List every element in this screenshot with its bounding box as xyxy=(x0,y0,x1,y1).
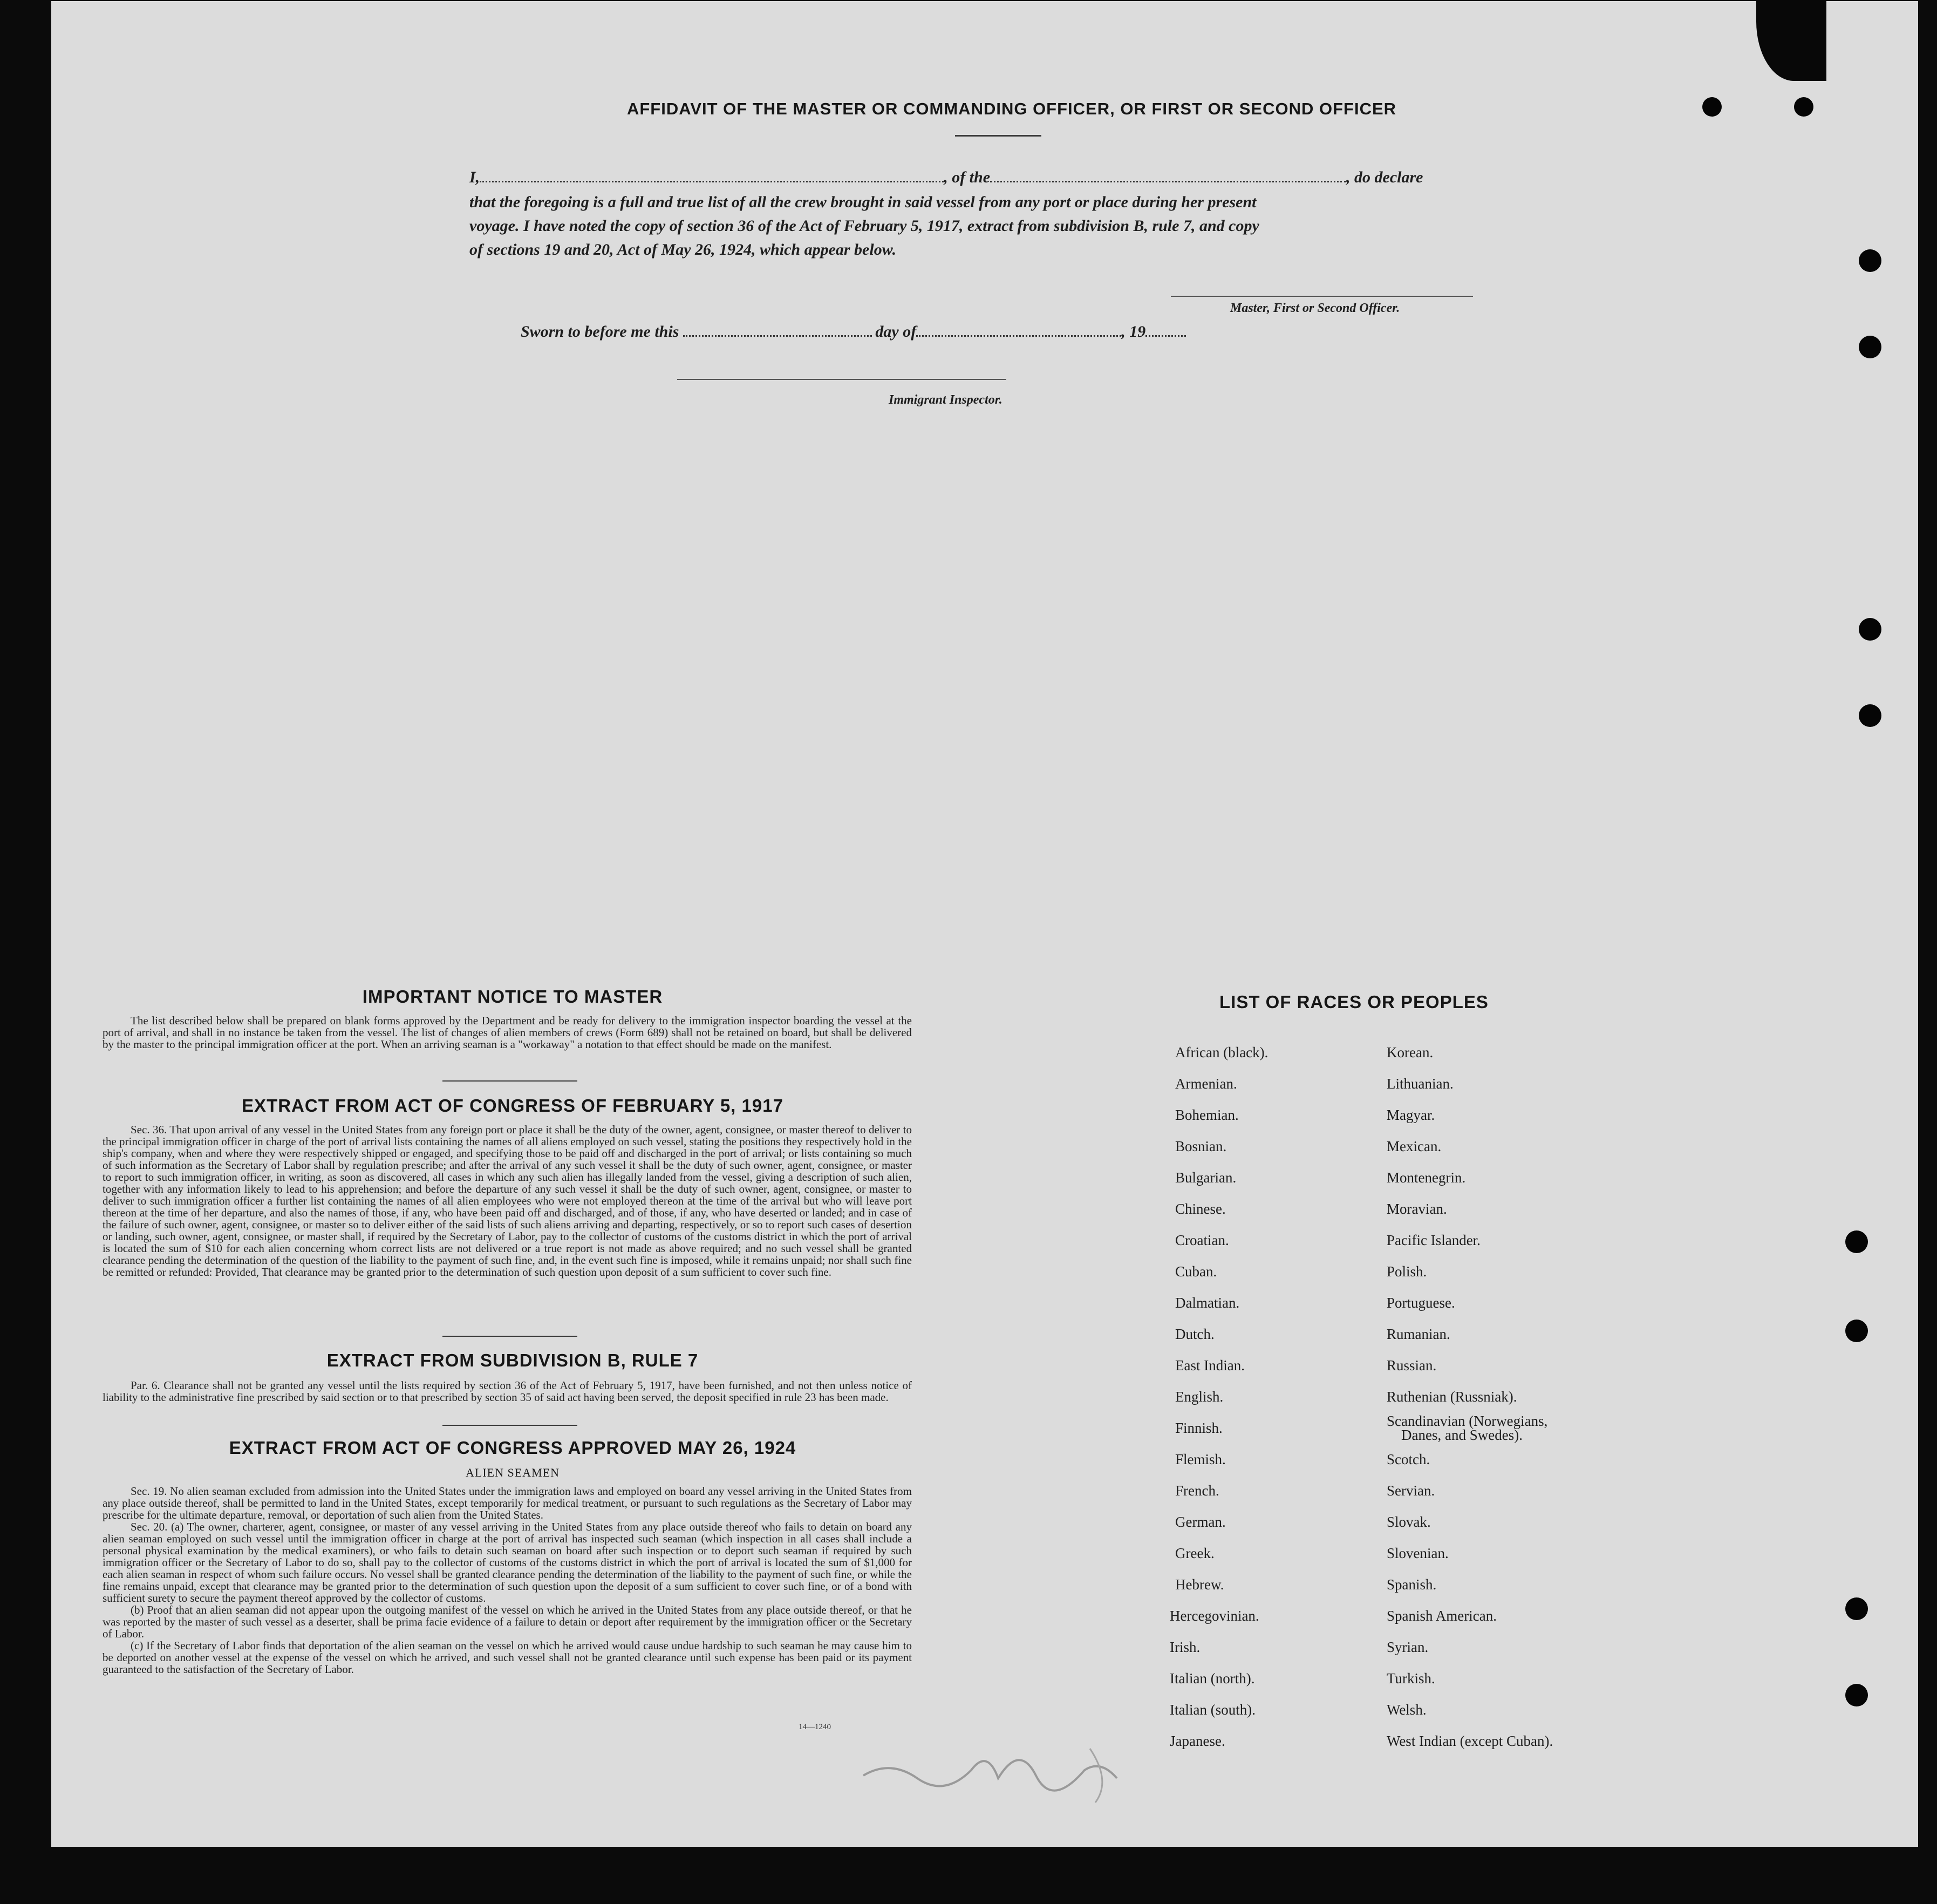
punch-hole xyxy=(1845,1230,1868,1253)
race-item: Servian. xyxy=(1387,1483,1435,1499)
race-item: Greek. xyxy=(1175,1545,1215,1561)
affidavit-title: AFFIDAVIT OF THE MASTER OR COMMANDING OFFICER, OR FIRST OR SECOND OFFICER xyxy=(626,99,1397,118)
affidavit-line-1 xyxy=(469,168,1516,187)
race-item: Lithuanian. xyxy=(1387,1076,1454,1092)
alien-seamen-subtitle: ALIEN SEAMEN xyxy=(466,1466,560,1479)
punch-hole xyxy=(1702,97,1722,117)
sworn-line xyxy=(521,323,1186,341)
race-item: Hebrew. xyxy=(1175,1576,1224,1593)
subdivision-b-rule xyxy=(442,1425,577,1426)
race-item: Portuguese. xyxy=(1387,1295,1455,1311)
extract-1917-text xyxy=(103,1124,912,1278)
form-number: 14—1240 xyxy=(799,1723,831,1731)
race-item: Mexican. xyxy=(1387,1138,1442,1154)
race-item: East Indian. xyxy=(1175,1357,1245,1373)
races-title: LIST OF RACES OR PEOPLES xyxy=(1219,992,1489,1012)
notice-title: IMPORTANT NOTICE TO MASTER xyxy=(362,987,663,1007)
name-blank[interactable] xyxy=(480,176,944,182)
race-item: Scandinavian (Norwegians, Danes, and Swedes). xyxy=(1387,1413,1548,1443)
affidavit-rule xyxy=(955,135,1041,137)
race-item: Moravian. xyxy=(1387,1201,1447,1217)
race-item: Magyar. xyxy=(1387,1107,1435,1123)
sworn-year-blank[interactable] xyxy=(1145,331,1186,337)
punch-hole xyxy=(1859,336,1881,358)
race-item: Chinese. xyxy=(1175,1201,1226,1217)
punch-hole xyxy=(1845,1597,1868,1620)
race-item: Syrian. xyxy=(1387,1639,1429,1655)
race-item: Bulgarian. xyxy=(1175,1169,1237,1186)
race-item: Dalmatian. xyxy=(1175,1295,1240,1311)
race-item: Ruthenian (Russniak). xyxy=(1387,1389,1517,1405)
punch-hole xyxy=(1845,1684,1868,1706)
race-item: Croatian. xyxy=(1175,1232,1229,1248)
section-36-paragraph: Sec. 36. That upon arrival of any vessel in the United States from any foreign port or place it shall be the duty of the owner, agent, consignee, or master thereof to deliver to the principal immigration officer in charge of the port of arrival lists containing the names of all aliens employed on such vessel, stating the positions they respectively hold in the ship's company, when and where they were respectively shipped or engaged, and specifying those to be paid off and discharged in the port of arrival; or lists containing so much of such information as the Secretary of Labor shall by regulation prescribe; and after the arrival of any such vessel it shall be the duty of such owner, agent, consignee, or master to report to such immigration officer, in writing, as soon as discovered, all cases in which any such alien has illegally landed from the vessel, giving a description of such alien, together with any information likely to lead to his apprehension; and before the departure of any such vessel it shall be the duty of such owner, agent, consignee, or master to deliver to such immigration officer a further list containing the names of all alien employees who were not employed thereon at the time of the arrival but who will leave port thereon at the time of her departure, and also the names of those, if any, who have been paid off and discharged, and of those, if any, who have deserted or landed; and in case of the failure of such owner, agent, consignee, or master so to deliver either of the said lists of such aliens arriving and departing, respectively, or so to report such cases of desertion or landing, such owner, agent, consignee, or master shall, if required by the Secretary of Labor, pay to the collector of customs of the customs district in which the port of arrival is located the sum of $10 for each alien concerning whom correct lists are not delivered or a true report is not made as above required; and no such vessel shall be granted clearance pending the determination of the question of the liability to the payment of such fine, and, in the event such fine is imposed, while it remains unpaid; nor shall such fine be remitted or refunded: Provided, That clearance may be granted prior to the determination of such question upon deposit of a sum sufficient to cover such fine. xyxy=(103,1123,912,1279)
affidavit-line-3: voyage. I have noted the copy of section 36 of the Act of February 5, 1917, extract from subdivision B, rule 7, and copy xyxy=(469,217,1259,235)
race-item: Dutch. xyxy=(1175,1326,1215,1342)
affidavit-i: I, xyxy=(469,168,480,186)
affidavit-of-the: , of the xyxy=(944,168,991,186)
race-item: Spanish American. xyxy=(1387,1608,1497,1624)
section-20a-paragraph: Sec. 20. (a) The owner, charterer, agent, consignee, or master of any vessel arriving in the United States from any place outside thereof who fails to detain on board any alien seaman employed on such vessel until the immigration officer in charge at the port of arrival has inspected such seaman (which inspection in all cases shall include a personal physical examination by the medical examiners), or who fails to detain such seaman on board after such inspection or to deport such seaman if required by such immigration officer or the Secretary of Labor to do so, shall pay to the collector of customs of the customs district in which the port of arrival is located the sum of $1,000 for each alien seaman in respect of whom such failure occurs. No vessel shall be granted clearance pending the determination of the liability to the payment of such fine, or while the fine remains unpaid, except that clearance may be granted prior to the determination of such question upon the deposit of a sum sufficient to cover such fine, or of a bond with sufficient surety to secure the payment thereof approved by the collector of customs. xyxy=(103,1520,912,1604)
race-item: Korean. xyxy=(1387,1044,1434,1060)
race-item: Spanish. xyxy=(1387,1576,1437,1593)
affidavit-line-4: of sections 19 and 20, Act of May 26, 1924, which appear below. xyxy=(469,241,897,259)
inspector-signature-caption: Immigrant Inspector. xyxy=(889,393,1002,407)
race-item: Japanese. xyxy=(1170,1733,1225,1749)
sworn-month-blank[interactable] xyxy=(916,331,1121,337)
subdivision-b-text xyxy=(103,1379,912,1403)
race-item: West Indian (except Cuban). xyxy=(1387,1733,1553,1749)
master-signature-line[interactable] xyxy=(1171,296,1473,297)
race-item: Polish. xyxy=(1387,1263,1427,1280)
race-item: Finnish. xyxy=(1175,1420,1223,1436)
race-item: Italian (south). xyxy=(1170,1702,1256,1718)
notice-rule xyxy=(442,1080,577,1082)
race-item: Italian (north). xyxy=(1170,1670,1255,1687)
day-of-text: day of xyxy=(875,323,917,341)
section-20b-paragraph: (b) Proof that an alien seaman did not appear upon the outgoing manifest of the vessel on which he arrived in the United States from any place outside thereof, or that he was reported by the master of such vessel as a deserter, shall be prima facie evidence of a failure to detain or deport after requirement by the immigration officer or the Secretary of Labor. xyxy=(103,1603,912,1640)
paragraph-6: Par. 6. Clearance shall not be granted any vessel until the lists required by section 36 of the Act of February 5, 1917, have been furnished, and not then unless notice of liability to the administrative fine prescribed by said section or to that prescribed by section 35 of said act having been served, the deposit specified in rule 23 has been made. xyxy=(103,1379,912,1404)
punch-hole xyxy=(1845,1320,1868,1342)
race-item: Armenian. xyxy=(1175,1076,1237,1092)
subdivision-b-title: EXTRACT FROM SUBDIVISION B, RULE 7 xyxy=(326,1350,699,1370)
handwritten-signature xyxy=(858,1727,1160,1808)
punch-hole xyxy=(1794,97,1813,117)
notice-paragraph: The list described below shall be prepared on blank forms approved by the Department and be ready for delivery to the immigration inspector boarding the vessel at the port of arrival, and shall in no instance be taken from the vessel. The list of changes of alien members of crews (Form 689) shall not be retained on board, but shall be delivered by the master to the principal immigration officer at the port. When an arriving seaman is a "workaway" a notation to that effect should be made on the manifest. xyxy=(103,1014,912,1051)
race-item: German. xyxy=(1175,1514,1226,1530)
sworn-day-blank[interactable] xyxy=(683,331,872,337)
master-signature-caption: Master, First or Second Officer. xyxy=(1230,301,1400,315)
punch-hole xyxy=(1859,704,1881,727)
race-item: Hercegovinian. xyxy=(1170,1608,1259,1624)
race-item: Turkish. xyxy=(1387,1670,1435,1687)
race-item: Welsh. xyxy=(1387,1702,1427,1718)
extract-1917-rule xyxy=(442,1336,577,1337)
extract-1924-title: EXTRACT FROM ACT OF CONGRESS APPROVED MAY 26, 1924 xyxy=(229,1438,796,1458)
race-item: African (black). xyxy=(1175,1044,1268,1060)
section-20c-paragraph: (c) If the Secretary of Labor finds that deportation of the alien seaman on the vessel on which he arrived would cause undue hardship to such seaman he may cause him to be deported on another vessel at the expense of the vessel on which he arrived, and such vessel shall not be granted clearance until such expense has been paid or its payment guaranteed to the satisfaction of the Secretary of Labor. xyxy=(103,1639,912,1676)
race-item: Montenegrin. xyxy=(1387,1169,1466,1186)
race-item: Pacific Islander. xyxy=(1387,1232,1481,1248)
punch-hole xyxy=(1859,249,1881,272)
race-item: Slovak. xyxy=(1387,1514,1431,1530)
notice-text xyxy=(103,1015,912,1050)
affidavit-line-2: that the foregoing is a full and true list of all the crew brought in said vessel from any port or place during her present xyxy=(469,193,1257,211)
race-item: Rumanian. xyxy=(1387,1326,1450,1342)
race-item: French. xyxy=(1175,1483,1219,1499)
affidavit-declare: , do declare xyxy=(1346,168,1423,186)
race-item: Scotch. xyxy=(1387,1451,1430,1467)
year-text: , 19 xyxy=(1121,323,1146,341)
vessel-blank[interactable] xyxy=(990,176,1346,182)
race-item: Flemish. xyxy=(1175,1451,1226,1467)
race-item: Irish. xyxy=(1170,1639,1201,1655)
sworn-text: Sworn to before me this xyxy=(521,323,679,341)
race-item: Slovenian. xyxy=(1387,1545,1449,1561)
race-item: Russian. xyxy=(1387,1357,1437,1373)
race-item: English. xyxy=(1175,1389,1224,1405)
extract-1924-text xyxy=(103,1485,912,1675)
race-item: Bohemian. xyxy=(1175,1107,1239,1123)
section-19-paragraph: Sec. 19. No alien seaman excluded from admission into the United States under the immigration laws and employed on board any vessel arriving in the United States from any place outside thereof, shall be permitted to land in the United States, except temporarily for medical treatment, or pursuant to such regulations as the Secretary of Labor may prescribe for the ultimate departure, removal, or deportation of such alien from the United States. xyxy=(103,1485,912,1521)
inspector-signature-line[interactable] xyxy=(677,379,1006,380)
race-item: Bosnian. xyxy=(1175,1138,1227,1154)
race-item: Cuban. xyxy=(1175,1263,1217,1280)
extract-1917-title: EXTRACT FROM ACT OF CONGRESS OF FEBRUARY 5, 1917 xyxy=(242,1096,783,1116)
punch-hole xyxy=(1859,618,1881,641)
